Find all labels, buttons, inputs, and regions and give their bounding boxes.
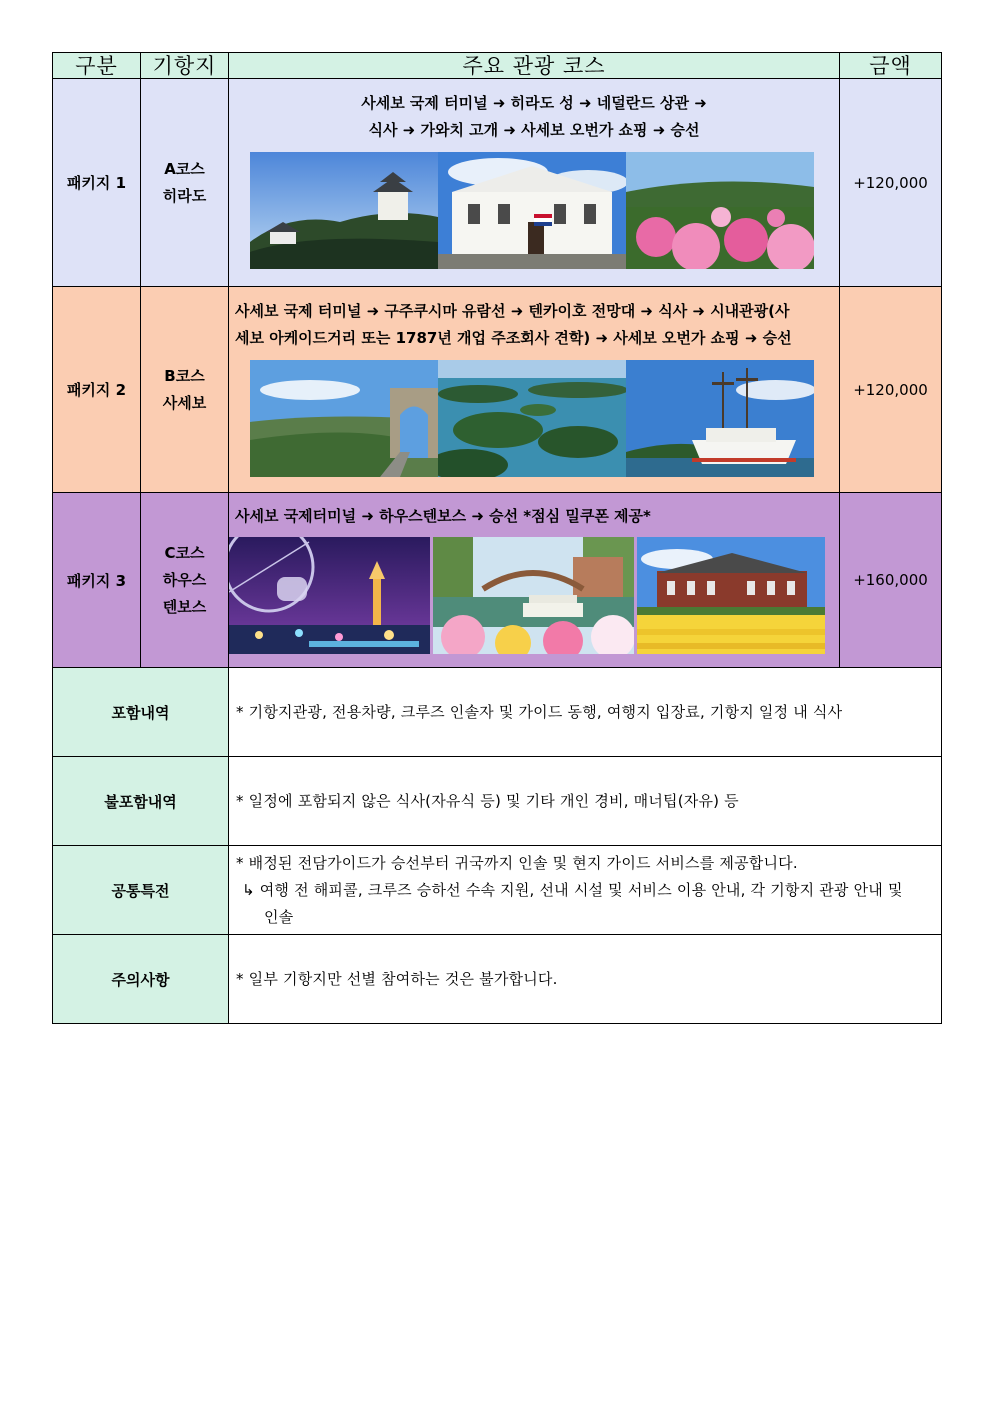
package-code [141, 287, 229, 493]
route-line: 사세보 국제 터미널 ➜ 히라도 성 ➜ 네덜란드 상관 ➜ [361, 94, 707, 112]
package-label: 패키지 1 [53, 79, 141, 287]
port-name-cont: 텐보스 [162, 597, 207, 616]
ferris-wheel-night-photo [229, 537, 430, 654]
package-row-3 [53, 493, 942, 668]
package-label: 패키지 3 [53, 493, 141, 668]
course-cell [229, 79, 840, 287]
package-price: +120,000 [840, 79, 942, 287]
route-text [229, 503, 839, 530]
package-code [141, 493, 229, 668]
benefit-line: ↳ 여행 전 해피콜, 크루즈 승하선 수속 지원, 선내 시설 및 서비스 이용 안내, 각 기항지 관광 안내 및 [242, 880, 903, 899]
cruise-ship-photo [626, 360, 814, 477]
excluded-label: 불포함내역 [53, 757, 229, 846]
observatory-arch-photo [250, 360, 438, 477]
dutch-trading-post-photo [438, 152, 626, 269]
route-line: 사세보 국제터미널 ➜ 하우스텐보스 ➜ 승선 *점심 밀쿠폰 제공* [235, 506, 651, 525]
package-row-2 [53, 287, 942, 493]
package-price: +160,000 [840, 493, 942, 668]
course-cell [229, 287, 840, 493]
hirado-castle-photo [250, 152, 438, 269]
palace-tulips-photo [637, 537, 825, 654]
course-code: B코스 [164, 366, 205, 385]
header-row [53, 53, 942, 79]
excluded-text: * 일정에 포함되지 않은 식사(자유식 등) 및 기타 개인 경비, 매너팁(자유) 등 [229, 757, 942, 846]
benefit-label: 공통특전 [53, 846, 229, 935]
photo-strip [250, 152, 839, 269]
azalea-flowers-photo [626, 152, 814, 269]
benefit-line: 인솔 [264, 907, 294, 926]
header-category: 구분 [53, 53, 141, 79]
route-line: 세보 아케이드거리 또는 1787년 개업 주조회사 견학) ➜ 사세보 오번가 쇼핑 ➜ 승선 [235, 329, 792, 347]
port-name: 하우스 [162, 570, 207, 589]
course-cell [229, 493, 840, 668]
excluded-row [53, 757, 942, 846]
tour-package-table [52, 52, 942, 1024]
header-port: 기항지 [141, 53, 229, 79]
package-label: 패키지 2 [53, 287, 141, 493]
benefit-row [53, 846, 942, 935]
package-code [141, 79, 229, 287]
included-row [53, 668, 942, 757]
route-text [229, 90, 839, 144]
photo-strip [250, 360, 839, 477]
header-course: 주요 관광 코스 [229, 53, 840, 79]
benefit-text [229, 846, 942, 935]
port-name: 사세보 [162, 393, 207, 412]
caution-row [53, 935, 942, 1024]
package-price: +120,000 [840, 287, 942, 493]
kujukushima-islands-photo [438, 360, 626, 477]
route-line: 사세보 국제 터미널 ➜ 구주쿠시마 유람선 ➜ 텐카이호 전망대 ➜ 식사 ➜ 시내관광(사 [235, 302, 790, 320]
caution-label: 주의사항 [53, 935, 229, 1024]
caution-text: * 일부 기항지만 선별 참여하는 것은 불가합니다. [229, 935, 942, 1024]
included-label: 포함내역 [53, 668, 229, 757]
course-code: A코스 [164, 159, 205, 178]
route-text [229, 298, 839, 352]
route-line: 식사 ➜ 가와치 고개 ➜ 사세보 오번가 쇼핑 ➜ 승선 [368, 121, 700, 139]
photo-strip [229, 537, 839, 654]
course-code: C코스 [164, 543, 205, 562]
port-name: 히라도 [162, 186, 207, 205]
included-text: * 기항지관광, 전용차량, 크루즈 인솔자 및 가이드 동행, 여행지 입장료, 기항지 일정 내 식사 [229, 668, 942, 757]
benefit-line: * 배정된 전담가이드가 승선부터 귀국까지 인솔 및 현지 가이드 서비스를 제공합니다. [236, 853, 798, 872]
package-row-1 [53, 79, 942, 287]
header-price: 금액 [840, 53, 942, 79]
canal-boat-photo [433, 537, 634, 654]
